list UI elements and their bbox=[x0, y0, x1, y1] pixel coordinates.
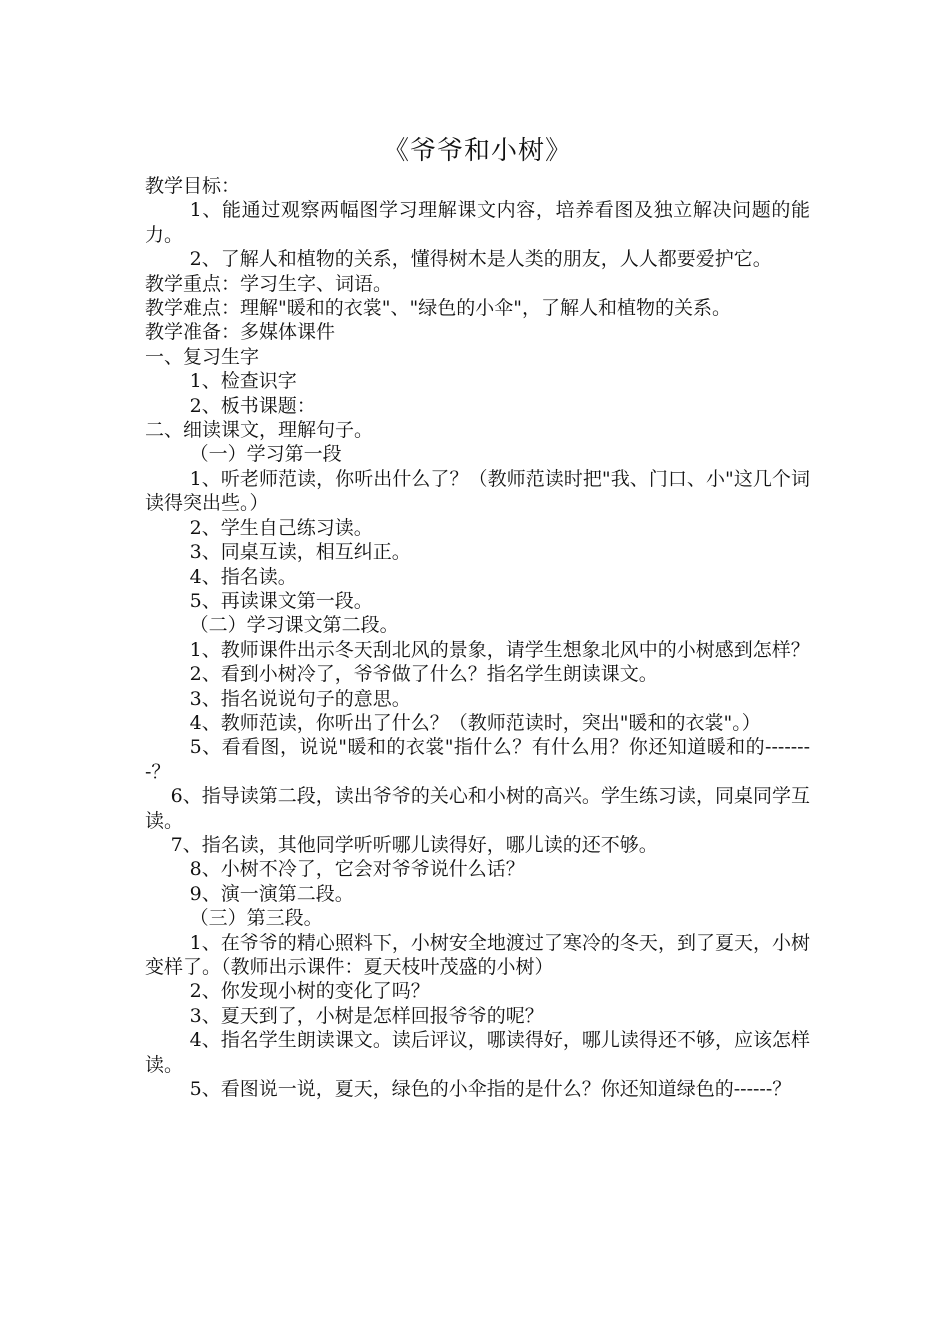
paragraph: 教学重点：学习生字、词语。 bbox=[145, 272, 393, 295]
paragraph: 9、演一演第二段。 bbox=[189, 882, 354, 905]
paragraph: 一、复习生字 bbox=[145, 345, 260, 368]
paragraph: 3、夏天到了，小树是怎样回报爷爷的呢？ bbox=[189, 1004, 544, 1027]
paragraph: 7、指名读，其他同学听听哪儿读得好，哪儿读的还不够。 bbox=[170, 833, 658, 856]
paragraph: 1、检查识字 bbox=[189, 370, 297, 393]
paragraph: 1、听老师范读，你听出什么了？（教师范读时把"我、门口、小"这几个词读得突出些。） bbox=[145, 467, 810, 515]
paragraph: （一）学习第一段 bbox=[189, 443, 342, 466]
paragraph: （二）学习课文第二段。 bbox=[189, 614, 399, 637]
paragraph: 2、你发现小树的变化了吗？ bbox=[189, 980, 430, 1003]
paragraph: 2、了解人和植物的关系，懂得树木是人类的朋友，人人都要爱护它。 bbox=[189, 248, 772, 271]
paragraph: 5、看看图，说说"暖和的衣裳"指什么？有什么用？你还知道暖和的--------？ bbox=[145, 736, 810, 783]
document-body bbox=[145, 174, 810, 1101]
paragraph: （三）第三段。 bbox=[189, 907, 323, 930]
document-page bbox=[145, 0, 810, 1344]
document-title: 《爷爷和小树》 bbox=[382, 136, 572, 166]
paragraph: 6、指导读第二段，读出爷爷的关心和小树的高兴。学生练习读，同桌同学互读。 bbox=[145, 785, 810, 832]
paragraph: 2、看到小树冷了，爷爷做了什么？指名学生朗读课文。 bbox=[189, 663, 658, 686]
paragraph: 1、教师课件出示冬天刮北风的景象，请学生想象北风中的小树感到怎样？ bbox=[189, 638, 810, 661]
paragraph: 教学准备：多媒体课件 bbox=[145, 321, 336, 344]
paragraph: 4、指名学生朗读课文。读后评议，哪读得好，哪儿读得还不够，应该怎样读。 bbox=[145, 1029, 810, 1076]
paragraph: 2、板书课题： bbox=[189, 394, 316, 417]
paragraph: 1、能通过观察两幅图学习理解课文内容，培养看图及独立解决问题的能力。 bbox=[145, 199, 810, 246]
paragraph: 4、教师范读，你听出了什么？（教师范读时，突出"暖和的衣裳"。） bbox=[189, 711, 761, 734]
paragraph: 3、同桌互读，相互纠正。 bbox=[189, 541, 411, 564]
paragraph: 5、再读课文第一段。 bbox=[189, 589, 373, 612]
paragraph: 2、学生自己练习读。 bbox=[189, 516, 373, 539]
paragraph: 教学难点：理解"暖和的衣裳"、"绿色的小伞"，了解人和植物的关系。 bbox=[145, 297, 731, 320]
paragraph: 5、看图说一说，夏天，绿色的小伞指的是什么？你还知道绿色的------？ bbox=[189, 1078, 792, 1101]
paragraph: 3、指名说说句子的意思。 bbox=[189, 687, 411, 710]
paragraph: 4、指名读。 bbox=[189, 565, 297, 588]
paragraph: 8、小树不冷了，它会对爷爷说什么话？ bbox=[189, 858, 525, 881]
paragraph: 二、细读课文，理解句子。 bbox=[145, 419, 374, 442]
paragraph: 1、在爷爷的精心照料下，小树安全地渡过了寒冷的冬天，到了夏天，小树变样了。（教师出示课件：夏天枝叶茂盛的小树） bbox=[145, 931, 810, 978]
paragraph: 教学目标： bbox=[145, 175, 241, 197]
